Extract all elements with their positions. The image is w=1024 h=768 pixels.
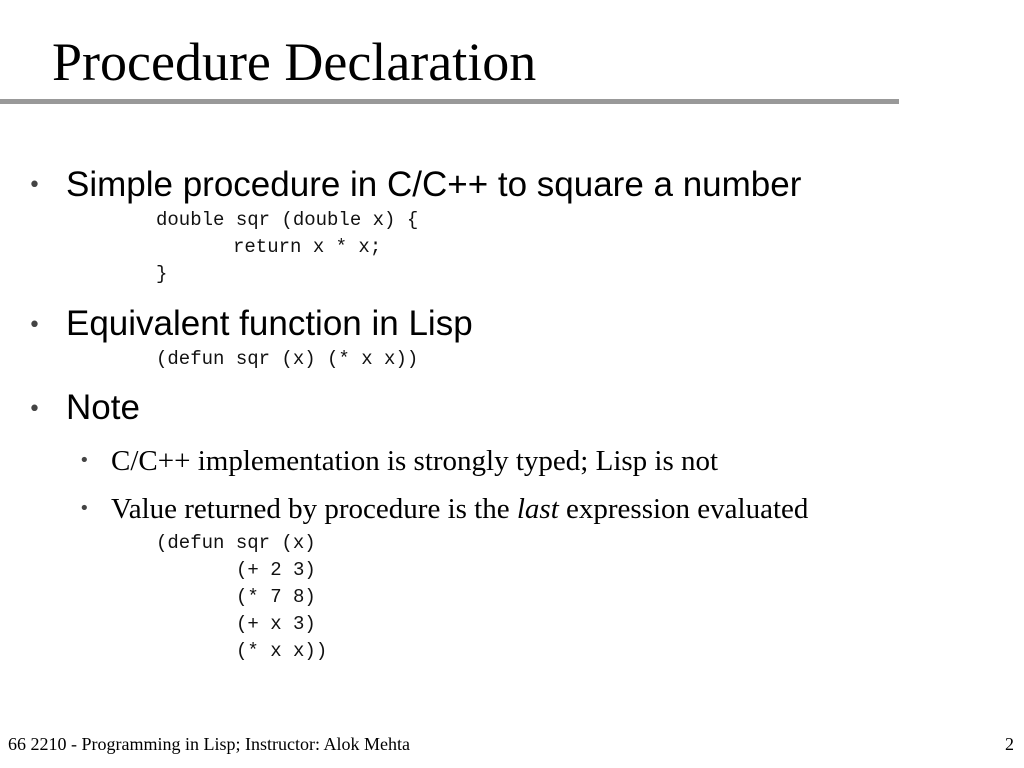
subbullet-2-text-before: Value returned by procedure is the (111, 493, 517, 525)
slide-title: Procedure Declaration (52, 32, 537, 92)
lisp-example-line-2: (+ 2 3) (236, 559, 316, 581)
subbullet-1-text: C/C++ implementation is strongly typed; Lisp is not (111, 445, 719, 477)
subbullet-2-text (111, 492, 808, 526)
bullet-3-text: Note (66, 388, 140, 427)
bullet-dot-icon: • (28, 173, 41, 198)
subbullet-dot-icon: • (79, 450, 90, 471)
lisp-example-line-1: (defun sqr (x) (156, 532, 316, 554)
c-code-line-3: } (156, 263, 168, 285)
bullet-1-text: Simple procedure in C/C++ to square a number (66, 165, 802, 204)
footer-course: 66 2210 - Programming in Lisp; Instructor: Alok Mehta (8, 734, 410, 754)
c-code-line-1: double sqr (double x) { (156, 209, 419, 231)
subbullet-2-text-after: expression evaluated (558, 493, 809, 525)
lisp-example-line-3: (* 7 8) (236, 586, 316, 608)
lisp-example-line-5: (* x x)) (236, 640, 328, 662)
lisp-code-line-1: (defun sqr (x) (* x x)) (156, 348, 419, 370)
subbullet-dot-icon: • (79, 498, 90, 519)
c-code-line-2: return x * x; (233, 236, 382, 258)
emphasis-last: last (516, 493, 559, 525)
page-number: 2 (1005, 734, 1014, 754)
lisp-example-line-4: (+ x 3) (236, 613, 316, 635)
bullet-2-text: Equivalent function in Lisp (66, 304, 473, 343)
bullet-dot-icon: • (28, 313, 41, 338)
bullet-dot-icon: • (28, 397, 41, 422)
